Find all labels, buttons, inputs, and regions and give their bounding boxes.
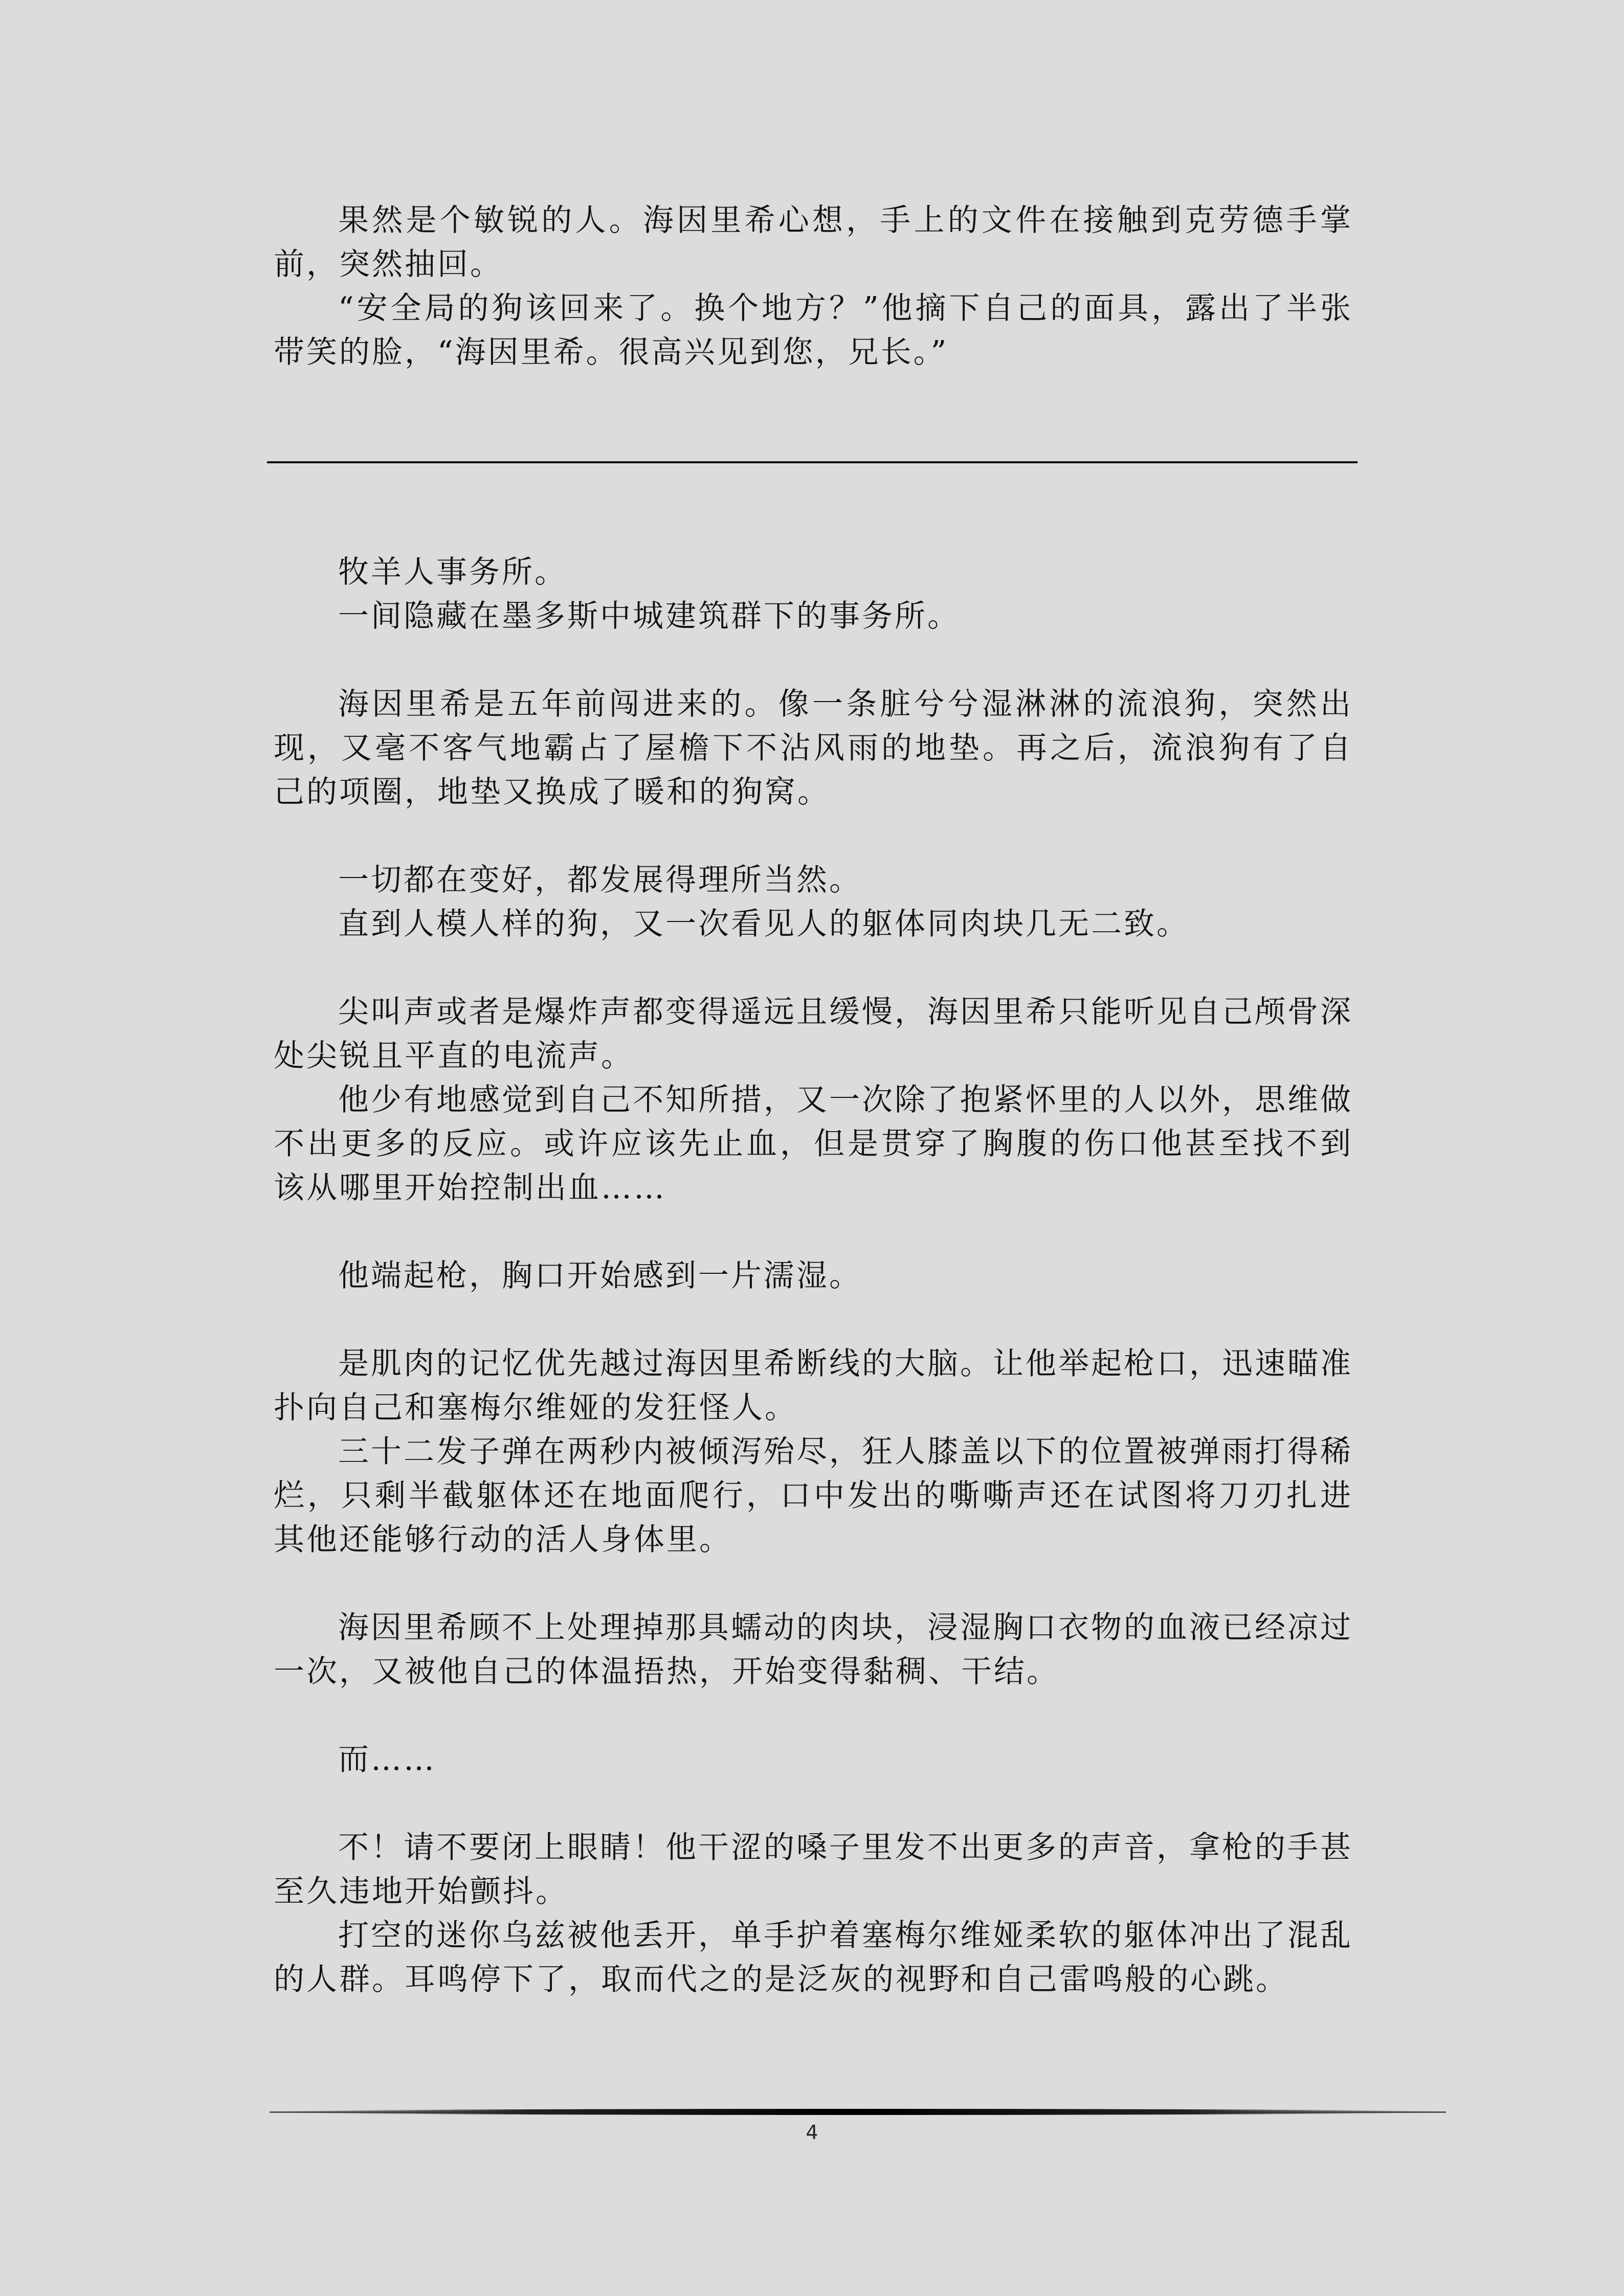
paragraph: 海因里希顾不上处理掉那具蠕动的肉块，浸湿胸口衣物的血液已经凉过一次，又被他自己的体温捂热，开始变得黏稠、干结。 (274, 1610, 1353, 1690)
paragraph-group (274, 1826, 1353, 2001)
footer-ornament (270, 2109, 1446, 2115)
paragraph: 海因里希是五年前闯进来的。像一条脏兮兮湿淋淋的流浪狗，突然出现，又毫不客气地霸占了屋檐下不沾风雨的地垫。再之后，流浪狗有了自己的项圈，地垫又换成了暖和的狗窝。 (274, 686, 1353, 810)
paragraph-group (274, 1738, 1353, 1782)
paragraph: 是肌肉的记忆优先越过海因里希断线的大脑。让他举起枪口，迅速瞄准扑向自己和塞梅尔维娅的发狂怪人。 (274, 1346, 1353, 1426)
paragraph-group (274, 1254, 1353, 1298)
main-section (274, 550, 1353, 2001)
paragraph: 不！请不要闭上眼睛！他干涩的嗓子里发不出更多的声音，拿枪的手甚至久违地开始颤抖。 (274, 1830, 1353, 1909)
paragraph: 直到人模人样的狗，又一次看见人的躯体同肉块几无二致。 (338, 906, 1189, 942)
paragraph: 一切都在变好，都发展得理所当然。 (338, 862, 862, 898)
paragraph: 打空的迷你乌兹被他丢开，单手护着塞梅尔维娅柔软的躯体冲出了混乱的人群。耳鸣停下了，取而代之的是泛灰的视野和自己雷鸣般的心跳。 (274, 1918, 1353, 1997)
paragraph-group (274, 682, 1353, 814)
paragraph-group (274, 990, 1353, 1210)
paragraph: “安全局的狗该回来了。换个地方？”他摘下自己的面具，露出了半张带笑的脸，“海因里希。很高兴见到您，兄长。” (274, 290, 1353, 370)
paragraph-group (274, 1606, 1353, 1694)
paragraph: 尖叫声或者是爆炸声都变得遥远且缓慢，海因里希只能听见自己颅骨深处尖锐且平直的电流声。 (274, 994, 1353, 1074)
paragraph: 他少有地感觉到自己不知所措，又一次除了抱紧怀里的人以外，思维做不出更多的反应。或许应该先止血，但是贯穿了胸腹的伤口他甚至找不到该从哪里开始控制出血…… (274, 1082, 1353, 1206)
paragraph-group (274, 1342, 1353, 1562)
paragraph-group (274, 550, 1353, 638)
paragraph: 牧羊人事务所。 (338, 554, 567, 590)
paragraph: 三十二发子弹在两秒内被倾泻殆尽，狂人膝盖以下的位置被弹雨打得稀烂，只剩半截躯体还在地面爬行，口中发出的嘶嘶声还在试图将刀刃扎进其他还能够行动的活人身体里。 (274, 1434, 1353, 1558)
page-number: 4 (806, 2121, 818, 2144)
paragraph: 一间隐藏在墨多斯中城建筑群下的事务所。 (338, 598, 960, 634)
paragraph-group (274, 858, 1353, 946)
paragraph: 而…… (338, 1742, 436, 1777)
paragraph: 他端起枪，胸口开始感到一片濡湿。 (338, 1258, 862, 1294)
top-section (274, 198, 1353, 374)
section-divider (267, 461, 1358, 463)
paragraph: 果然是个敏锐的人。海因里希心想，手上的文件在接触到克劳德手掌前，突然抽回。 (274, 202, 1353, 282)
